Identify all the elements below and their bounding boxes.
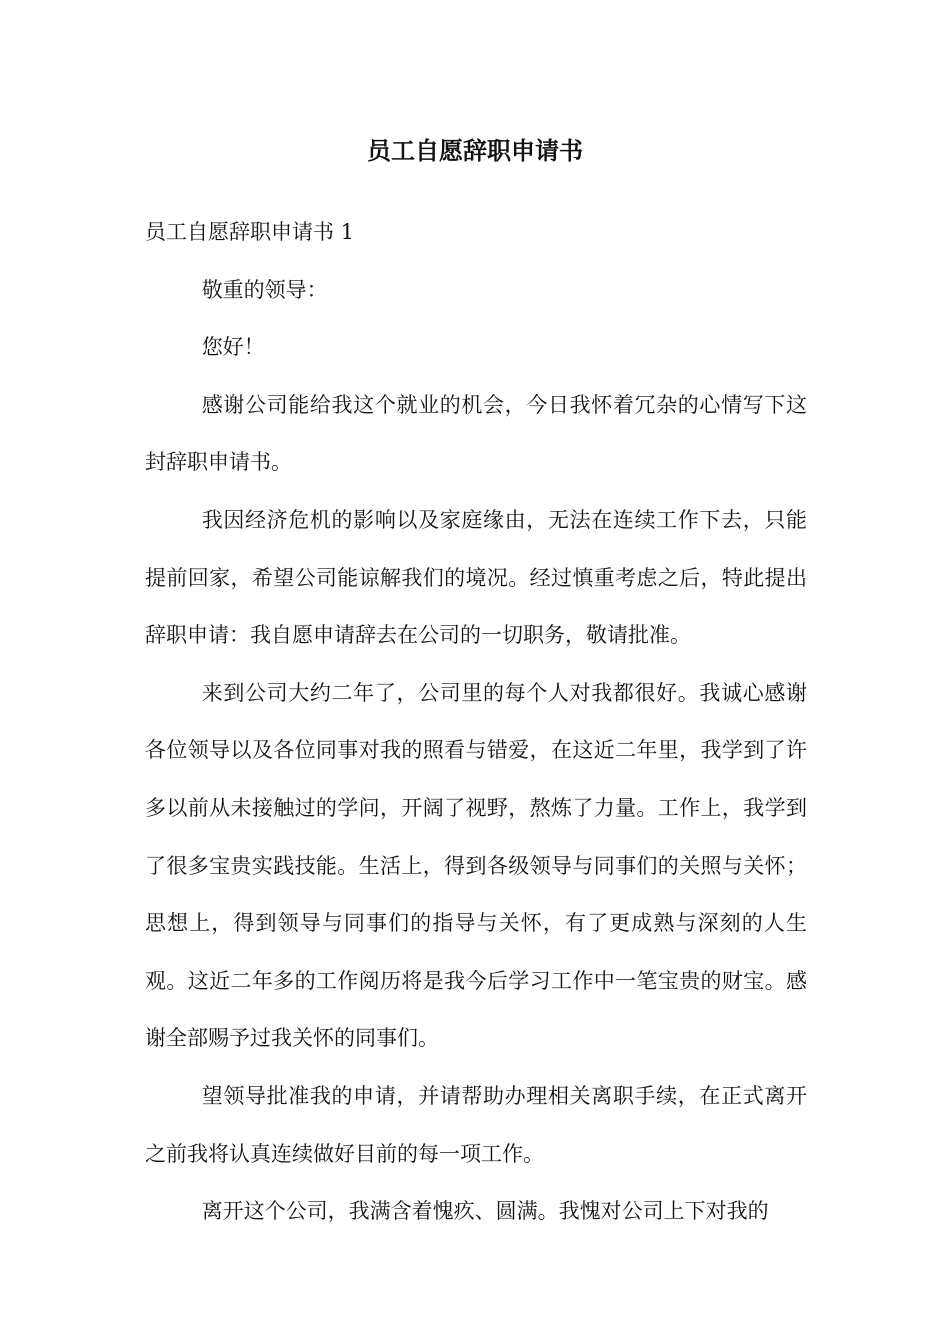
paragraph-thanks: 感谢公司能给我这个就业的机会，今日我怀着冗杂的心情写下这封辞职申请书。 — [145, 392, 807, 475]
document-title: 员工自愿辞职申请书 — [367, 136, 583, 165]
salutation: 敬重的领导： — [201, 277, 328, 302]
paragraph-request: 望领导批准我的申请，并请帮助办理相关离职手续，在正式离开之前我将认真连续做好目前的每一项工作。 — [145, 1083, 807, 1166]
document-subtitle: 员工自愿辞职申请书 1 — [145, 220, 355, 244]
paragraph-reason: 我因经济危机的影响以及家庭缘由，无法在连续工作下去，只能提前回家，希望公司能谅解我们的境况。经过慎重考虑之后，特此提出辞职申请：我自愿申请辞去在公司的一切职务，敬请批准。 — [145, 507, 807, 648]
paragraph-gratitude: 来到公司大约二年了，公司里的每个人对我都很好。我诚心感谢各位领导以及各位同事对我的照看与错爱，在这近二年里，我学到了许多以前从未接触过的学问，开阔了视野，熬炼了力量。工作上，我学到了很多宝贵实践技能。生活上，得到各级领导与同事们的关照与关怀；思想上，得到领导与同事们的指导与关怀，有了更成熟与深刻的人生观。这近二年多的工作阅历将是我今后学习工作中一笔宝贵的财宝。感谢全部赐予过我关怀的同事们。 — [145, 680, 807, 1051]
paragraph-closing: 离开这个公司，我满含着愧疚、圆满。我愧对公司上下对我的 — [201, 1199, 769, 1224]
greeting: 您好！ — [201, 335, 265, 360]
document-body — [145, 204, 807, 1241]
